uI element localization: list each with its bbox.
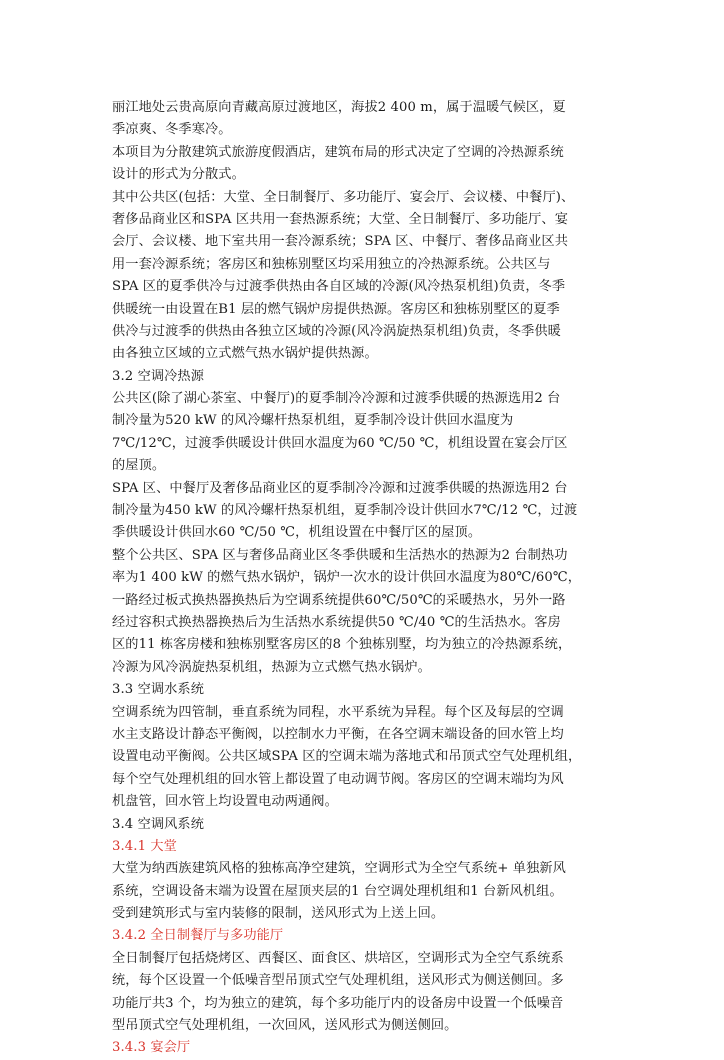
- text-line: 功能厅共3 个，均为独立的建筑，每个多功能厅内的设备房中设置一个低噪音: [112, 995, 564, 1011]
- text-line: 设计的形式为分散式。: [112, 167, 245, 183]
- text-line: 型吊顶式空气处理机组，一次回风，送风形式为侧送侧回。: [112, 1018, 458, 1034]
- text-line: 本项目为分散建筑式旅游度假酒店，建筑布局的形式决定了空调的冷热源系统: [112, 144, 564, 160]
- text-line: 季凉爽、冬季寒冷。: [112, 122, 232, 138]
- text-line: 会厅、会议楼、地下室共用一套冷源系统；SPA 区、中餐厅、奢侈品商业区共: [112, 234, 569, 250]
- text-line: 7℃/12℃，过渡季供暖设计供回水温度为60 ℃/50 ℃，机组设置在宴会厅区: [112, 435, 568, 451]
- text-line: 制冷量为450 kW 的风冷螺杆热泵机组，夏季制冷设计供回水7℃/12 ℃，过渡: [112, 503, 578, 519]
- text-line: 整个公共区、SPA 区与奢侈品商业区冬季供暖和生活热水的热源为2 台制热功: [112, 547, 568, 563]
- document-body: [112, 97, 617, 1060]
- text-line: SPA 区的夏季供冷与过渡季供热由各自区域的冷源(风冷热泵机组)负责，冬季: [112, 279, 566, 295]
- text-line: 的屋顶。: [112, 458, 166, 474]
- text-line: 制冷量为520 kW 的风冷螺杆热泵机组，夏季制冷设计供回水温度为: [112, 413, 514, 429]
- text-line: 每个空气处理机组的回水管上都设置了电动调节阀。客房区的空调末端均为风: [112, 771, 564, 787]
- text-line: 统，每个区设置一个低噪音型吊顶式空气处理机组，送风形式为侧送侧回。多: [112, 973, 564, 989]
- text-line: 全日制餐厅包括烧烤区、西餐区、面食区、烘培区，空调形式为全空气系统系: [112, 950, 564, 966]
- text-line: 水主支路设计静态平衡阀，以控制水力平衡，在各空调末端设备的回水管上均: [112, 726, 564, 742]
- text-line: 公共区(除了湖心茶室、中餐厅)的夏季制冷冷源和过渡季供暖的热源选用2 台: [112, 391, 561, 407]
- text-line: 空调系统为四管制，垂直系统为同程，水平系统为异程。每个区及每层的空调: [112, 704, 564, 720]
- text-line: 一路经过板式换热器换热后为空调系统提供60℃/50℃的采暖热水，另外一路: [112, 592, 566, 608]
- text-line: 其中公共区(包括：大堂、全日制餐厅、多功能厅、宴会厅、会议楼、中餐厅)、: [112, 189, 575, 205]
- text-line: 冷源为风冷涡旋热泵机组，热源为立式燃气热水锅炉。: [112, 659, 431, 675]
- text-line: 供冷与过渡季的供热由各独立区域的冷源(风冷涡旋热泵机组)负责，冬季供暖: [112, 323, 561, 339]
- text-line: 奢侈品商业区和SPA 区共用一套热源系统；大堂、全日制餐厅、多功能厅、宴: [112, 211, 569, 227]
- text-line: 区的11 栋客房楼和独栋别墅客房区的8 个独栋别墅，均为独立的冷热源系统，: [112, 637, 572, 653]
- text-line: 季供暖设计供回水60 ℃/50 ℃，机组设置在中餐厅区的屋顶。: [112, 525, 482, 541]
- text-line: 受到建筑形式与室内装修的限制，送风形式为上送上回。: [112, 906, 445, 922]
- section-heading: 3.4.2 全日制餐厅与多功能厅: [112, 928, 284, 944]
- text-line: 3.4 空调风系统: [112, 816, 205, 832]
- text-line: 大堂为纳西族建筑风格的独栋高净空建筑，空调形式为全空气系统+ 单独新风: [112, 861, 566, 877]
- text-line: 供暖统一由设置在B1 层的燃气锅炉房提供热源。客房区和独栋别墅区的夏季: [112, 301, 560, 317]
- text-line: 3.3 空调水系统: [112, 682, 205, 698]
- text-line: 设置电动平衡阀。公共区域SPA 区的空调末端为落地式和吊顶式空气处理机组，: [112, 749, 582, 765]
- text-line: SPA 区、中餐厅及奢侈品商业区的夏季制冷冷源和过渡季供暖的热源选用2 台: [112, 480, 568, 496]
- section-heading: 3.4.3 宴会厅: [112, 1040, 191, 1056]
- text-line: 机盘管，回水管上均设置电动两通阀。: [112, 794, 338, 810]
- text-line: 3.2 空调冷热源: [112, 368, 205, 384]
- section-heading: 3.4.1 大堂: [112, 838, 177, 854]
- text-line: 用一套冷源系统；客房区和独栋别墅区均采用独立的冷热源系统。公共区与: [112, 256, 551, 272]
- text-line: 率为1 400 kW 的燃气热水锅炉，锅炉一次水的设计供回水温度为80℃/60℃，: [112, 570, 581, 586]
- text-line: 丽江地处云贵高原向青藏高原过渡地区，海拔2 400 m，属于温暖气候区，夏: [112, 100, 566, 115]
- text-line: 系统，空调设备末端为设置在屋顶夹层的1 台空调处理机组和1 台新风机组。: [112, 883, 563, 899]
- text-line: 由各独立区域的立式燃气热水锅炉提供热源。: [112, 346, 378, 362]
- text-line: 经过容积式换热器换热后为生活热水系统提供50 ℃/40 ℃的生活热水。客房: [112, 614, 561, 630]
